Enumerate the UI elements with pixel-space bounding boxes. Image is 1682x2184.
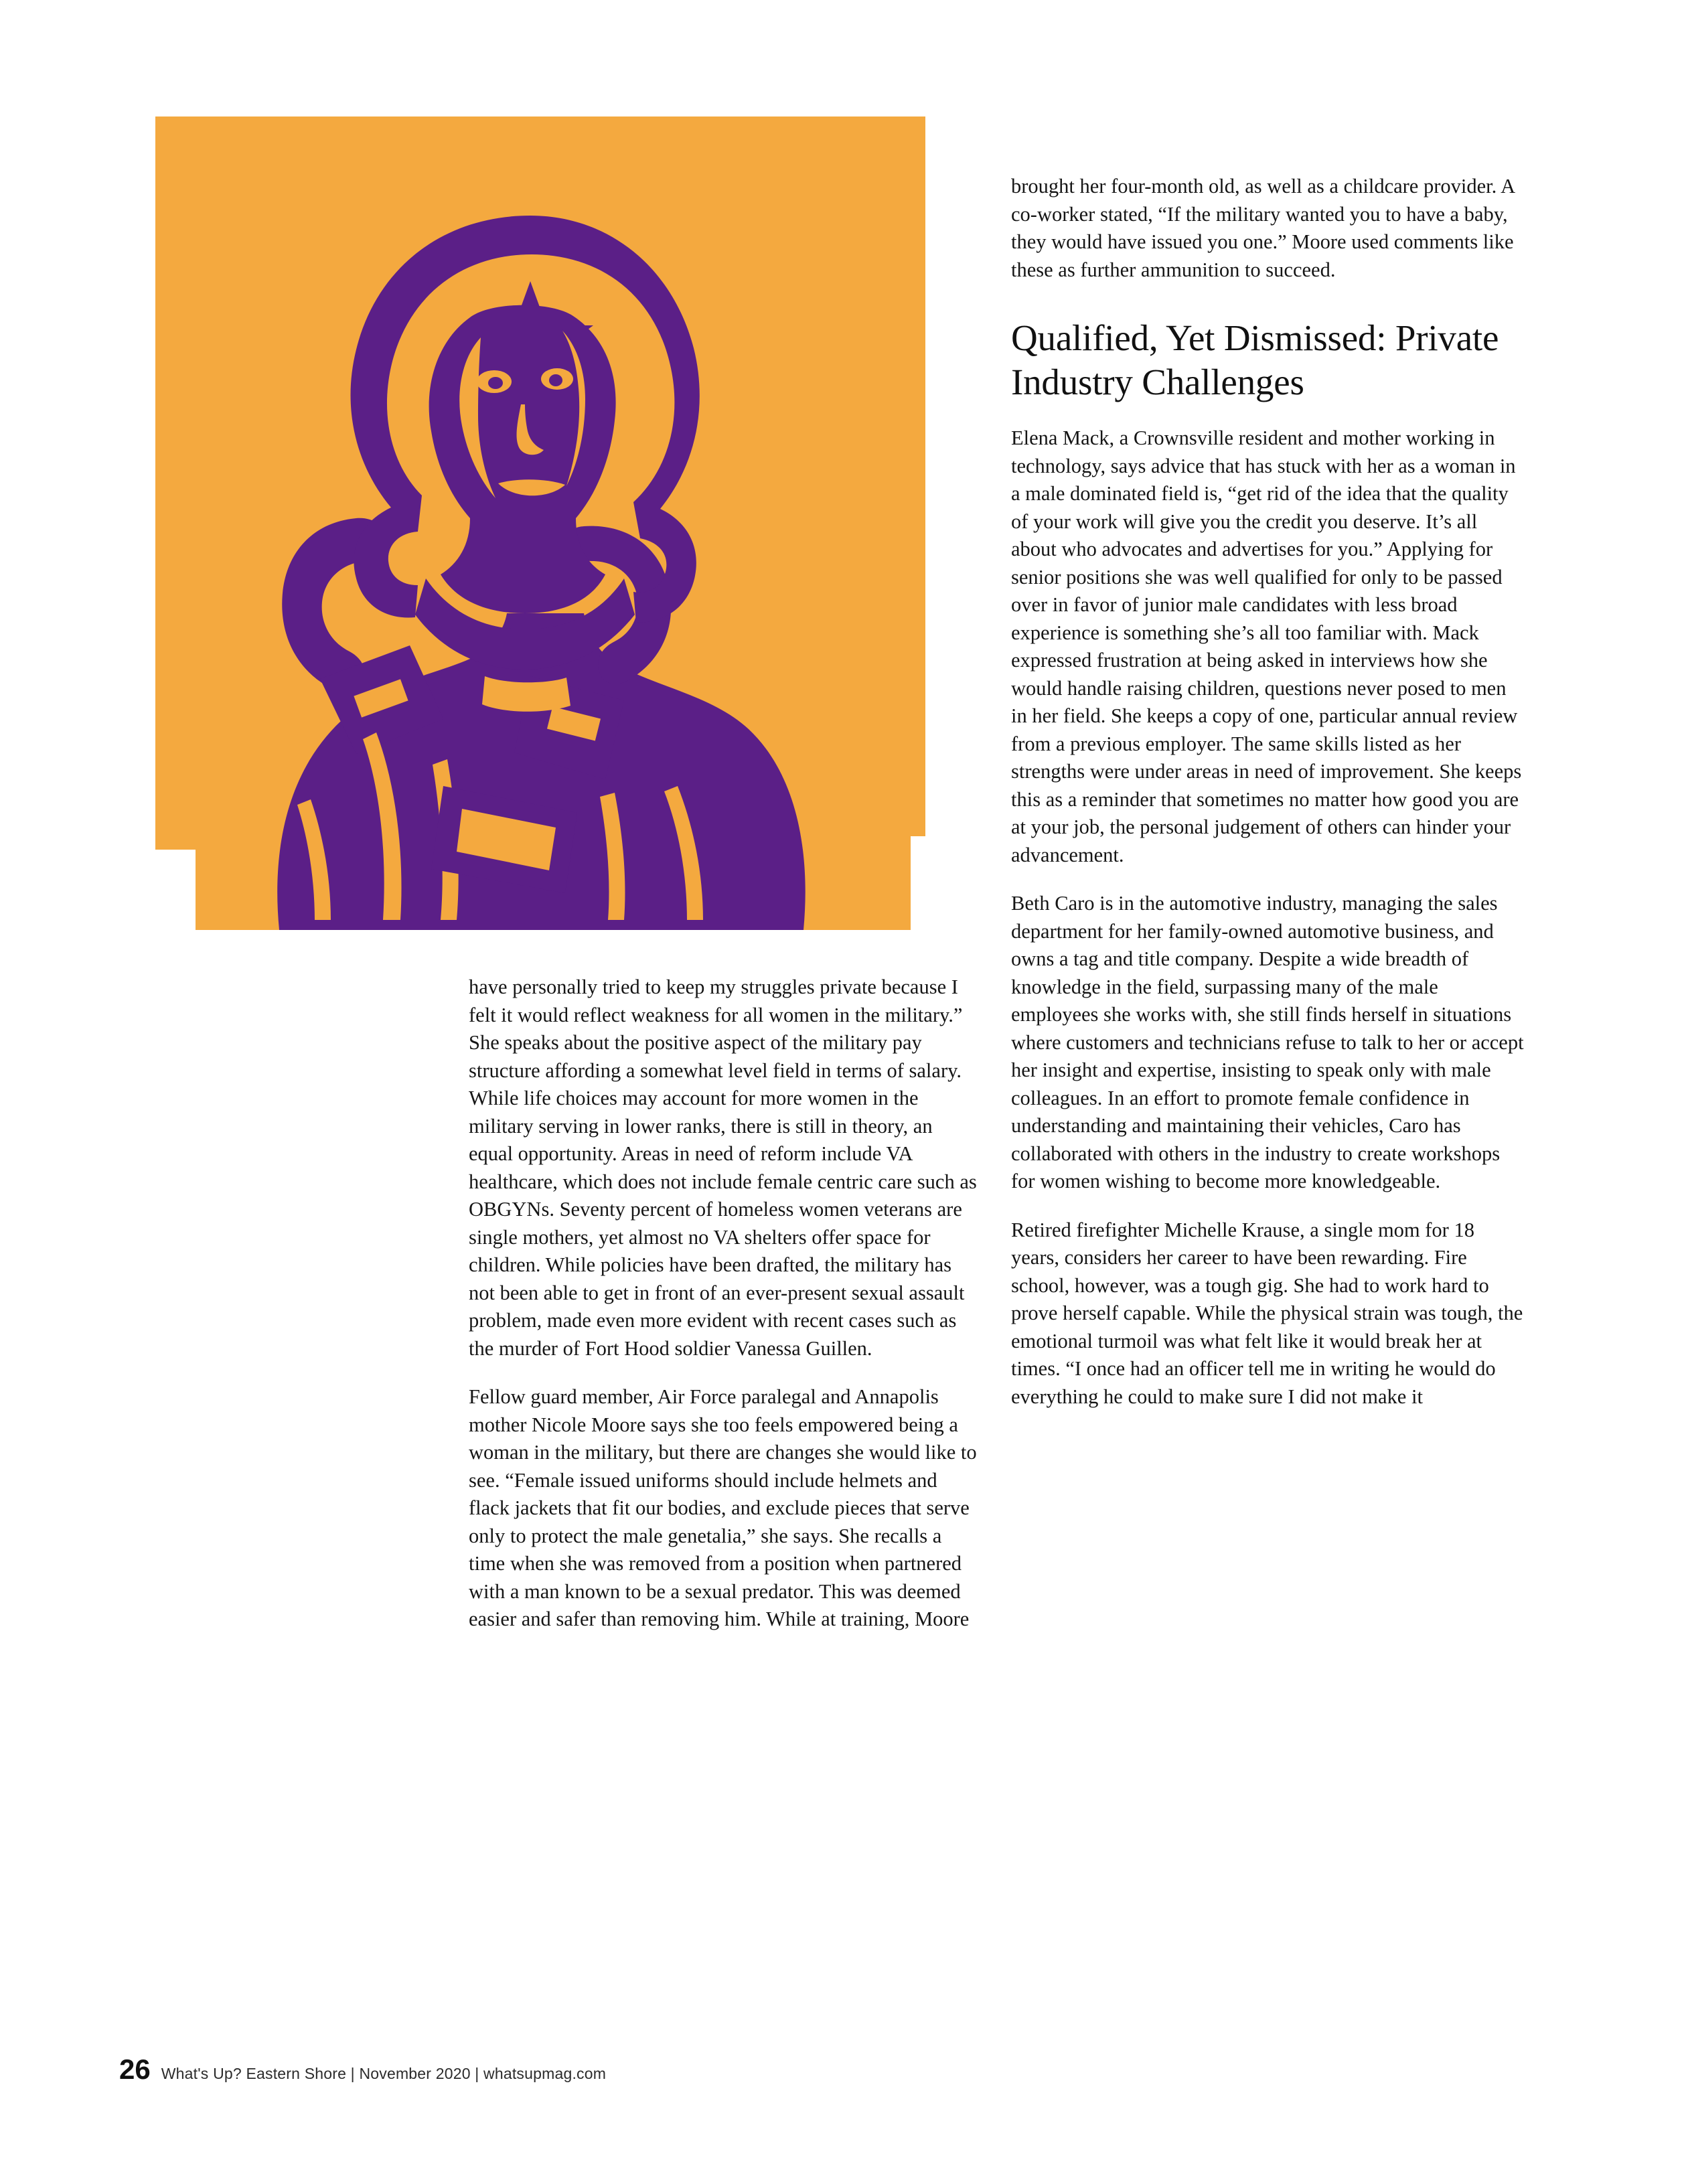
right-paragraph-3: Retired firefighter Michelle Krause, a single mom for 18 years, considers her career to have been rewarding. Fire school, however, was a tough gig. She had to work hard to prove herself capable. While the physical strain was tough, the emotional turmoil was what felt like it would break her at times. “I once had an officer tell me in writing he would do everything he could to make sure I did not make it	[1011, 1218, 1523, 1408]
page-footer	[119, 2055, 606, 2084]
illustration-corner-notch-left	[155, 850, 196, 930]
astronaut-figure-icon	[155, 116, 925, 930]
right-text-column	[1011, 173, 1527, 1411]
left-text-column	[469, 973, 978, 1634]
astronaut-illustration	[155, 116, 925, 930]
left-paragraph-2: Fellow guard member, Air Force paralegal and Annapolis mother Nicole Moore says she too feels empowered being a woman in the military, but there are changes she would like to see. “Female issued uniforms should include helmets and flack jackets that fit our bodies, and exclude pieces that serve only to protect the male genetalia,” she says. She recalls a time when she was removed from a position when partnered with a man known to be a sexual predator. This was deemed easier and safer than removing him. While at training, Moore	[469, 1385, 977, 1630]
footer-credit: What's Up? Eastern Shore | November 2020 | whatsupmag.com	[161, 2065, 607, 2082]
right-intro-paragraph: brought her four-month old, as well as a childcare provider. A co-worker stated, “If the military wanted you to have a baby, they would have issued you one.” Moore used comments like these as further ammunition to succeed.	[1011, 175, 1515, 281]
page-number: 26	[119, 2053, 151, 2085]
right-paragraph-2: Beth Caro is in the automotive industry, managing the sales department for her family-owned automotive business, and owns a tag and title company. Despite a wide breadth of knowledge in the field, surpassing many of the male employees she works with, she still finds herself in situations where customers and technicians refuse to talk to her or accept her insight and expertise, insisting to speak only with male colleagues. In an effort to promote female confidence in understanding and maintaining their vehicles, Caro has collaborated with others in the industry to create workshops for women wishing to become more knowledgeable.	[1011, 892, 1524, 1192]
illustration-corner-notch-right	[911, 836, 925, 930]
right-paragraph-1: Elena Mack, a Crownsville resident and mother working in technology, says advice that has stuck with her as a woman in a male dominated field is, “get rid of the idea that the quality of your work will give you the credit you deserve. It’s all about who advocates and advertises for you.” Applying for senior positions she was well qualified for only to be passed over in favor of junior male candidates with less broad experience is something she’s all too familiar with. Mack expressed frustration at being asked in interviews how she would handle raising children, questions never posed to men in her field. She keeps a copy of one, particular annual review from a previous employer. The same skills listed as her strengths were under areas in need of improvement. She keeps this as a reminder that sometimes no matter how good you are at your job, the personal judgement of others can hinder your advancement.	[1011, 426, 1522, 866]
section-heading: Qualified, Yet Dismissed: Private Industry Challenges	[1011, 317, 1499, 402]
left-paragraph-1: have personally tried to keep my struggles private because I felt it would reflect weakness for all women in the military.” She speaks about the positive aspect of the military pay structure affording a somewhat level field in terms of salary. While life choices may account for more women in the military serving in lower ranks, there is still in theory, an equal opportunity. Areas in need of reform include VA healthcare, which does not include female centric care such as OBGYNs. Seventy percent of homeless women veterans are single mothers, yet almost no VA shelters offer space for children. While policies have been drafted, the military has not been able to get in front of an ever-present sexual assault problem, made even more evident with recent cases such as the murder of Fort Hood soldier Vanessa Guillen.	[469, 976, 977, 1360]
